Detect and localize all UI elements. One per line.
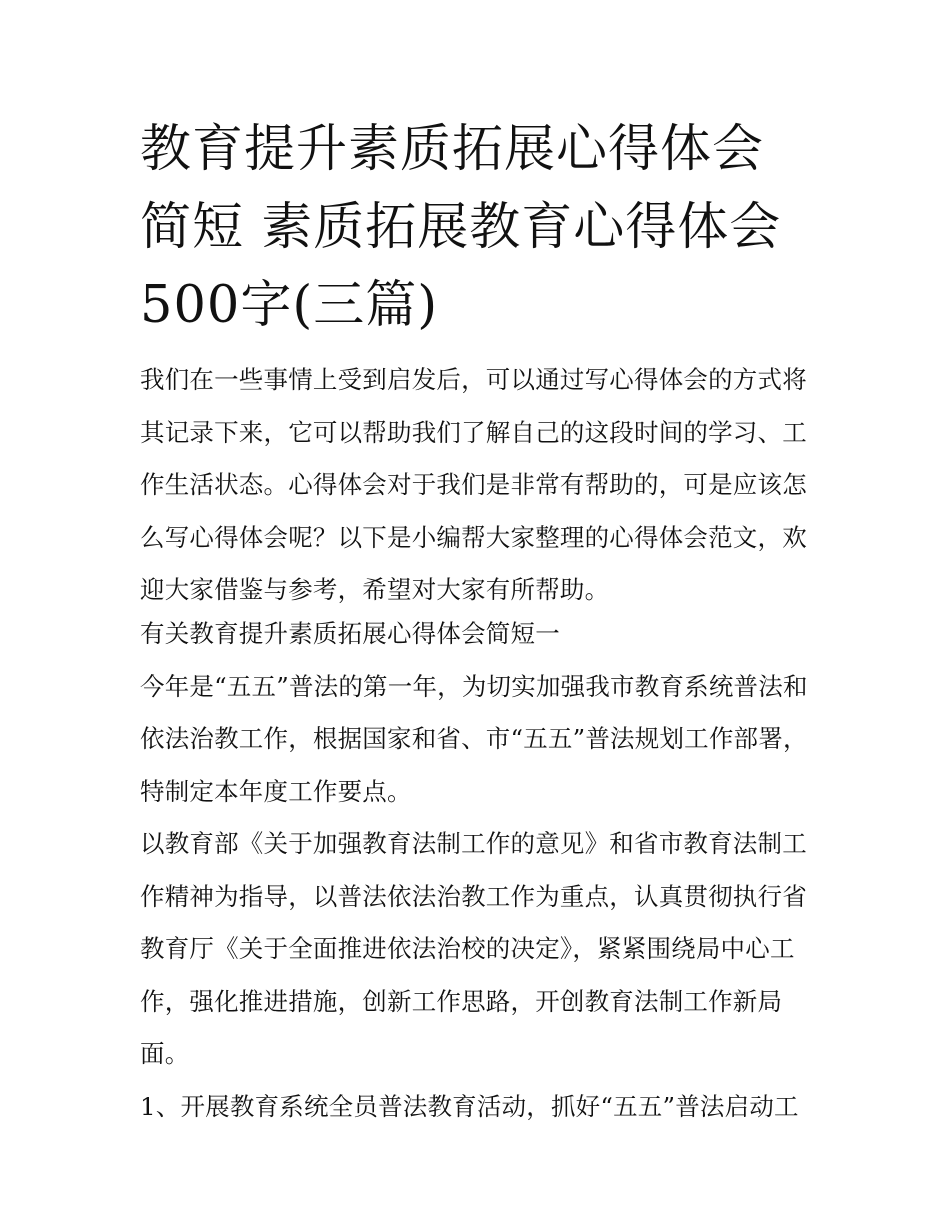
- section-heading: 有关教育提升素质拓展心得体会简短一: [140, 618, 560, 648]
- body-paragraph: 今年是“五五”普法的第一年，为切实加强我市教育系统普法和依法治教工作，根据国家和省、市“五五”普法规划工作部署，特制定本年度工作要点。: [140, 671, 808, 806]
- document-title: 教育提升素质拓展心得体会简短 素质拓展教育心得体会500字(三篇): [140, 120, 782, 335]
- document-body: [140, 354, 816, 1133]
- body-paragraph: 以教育部《关于加强教育法制工作的意见》和省市教育法制工作精神为指导，以普法依法治教工作为重点，认真贯彻执行省教育厅《关于全面推进依法治校的决定》，紧紧围绕局中心工作，强化推进措施，创新工作思路，开创教育法制工作新局面。: [140, 829, 807, 1068]
- numbered-item: 1、开展教育系统全员普法教育活动，抓好“五五”普法启动工: [140, 1091, 799, 1121]
- intro-paragraph: 我们在一些事情上受到启发后，可以通过写心得体会的方式将其记录下来，它可以帮助我们了解自己的这段时间的学习、工作生活状态。心得体会对于我们是非常有帮助的，可是应该怎么写心得体会呢？以下是小编帮大家整理的心得体会范文，欢迎大家借鉴与参考，希望对大家有所帮助。: [140, 365, 807, 604]
